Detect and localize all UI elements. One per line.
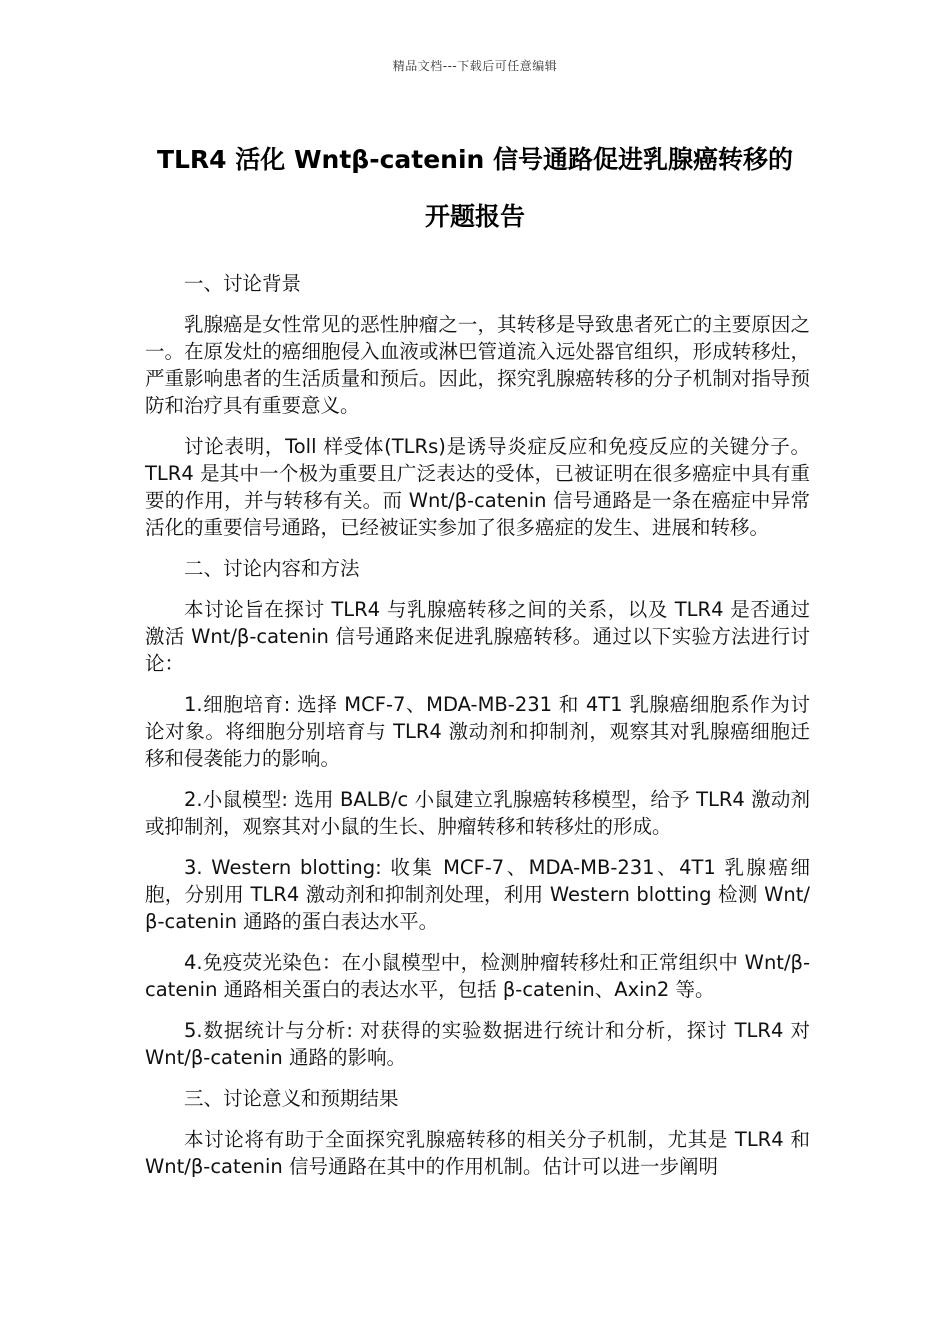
section-heading-significance: 三、讨论意义和预期结果	[184, 1087, 399, 1110]
header-note: 精品文档---下载后可任意编辑	[392, 59, 558, 73]
method-item-immunofluorescence: 4.免疫荧光染色：在小鼠模型中，检测肿瘤转移灶和正常组织中 Wnt/β-catenin 通路相关蛋白的表达水平，包括 β-catenin、Axin2 等。	[145, 951, 810, 1001]
method-item-cell-culture: 1.细胞培育: 选择 MCF-7、MDA-MB-231 和 4T1 乳腺癌细胞系作为讨论对象。将细胞分别培育与 TLR4 激动剂和抑制剂，观察其对乳腺癌细胞迁移和侵袭能力的影响。	[145, 693, 810, 770]
method-item-statistics: 5.数据统计与分析: 对获得的实验数据进行统计和分析，探讨 TLR4 对 Wnt/β-catenin 通路的影响。	[145, 1019, 810, 1069]
paragraph-background-1: 乳腺癌是女性常见的恶性肿瘤之一，其转移是导致患者死亡的主要原因之一。在原发灶的癌细胞侵入血液或淋巴管道流入远处器官组织，形成转移灶，严重影响患者的生活质量和预后。因此，探究乳腺癌转移的分子机制对指导预防和治疗具有重要意义。	[145, 313, 810, 417]
paragraph-background-2: 讨论表明，Toll 样受体(TLRs)是诱导炎症反应和免疫反应的关键分子。TLR4 是其中一个极为重要且广泛表达的受体，已被证明在很多癌症中具有重要的作用，并与转移有关。而 Wnt/β-catenin 信号通路是一条在癌症中异常活化的重要信号通路，已经被证实参加了很多癌症的发生、进展和转移。	[145, 435, 810, 539]
document-body	[145, 270, 810, 1194]
document-title-line-1: TLR4 活化 Wntβ-catenin 信号通路促进乳腺癌转移的	[156, 145, 794, 174]
section-heading-methods: 二、讨论内容和方法	[184, 557, 360, 580]
paragraph-methods-intro: 本讨论旨在探讨 TLR4 与乳腺癌转移之间的关系，以及 TLR4 是否通过激活 Wnt/β-catenin 信号通路来促进乳腺癌转移。通过以下实验方法进行讨论：	[145, 598, 810, 675]
method-item-western-blotting: 3. Western blotting: 收集 MCF-7、MDA-MB-231、4T1 乳腺癌细胞，分别用 TLR4 激动剂和抑制剂处理，利用 Western blotting 检测 Wnt/β-catenin 通路的蛋白表达水平。	[145, 856, 810, 933]
method-item-mouse-model: 2.小鼠模型: 选用 BALB/c 小鼠建立乳腺癌转移模型，给予 TLR4 激动剂或抑制剂，观察其对小鼠的生长、肿瘤转移和转移灶的形成。	[145, 788, 810, 838]
paragraph-significance: 本讨论将有助于全面探究乳腺癌转移的相关分子机制，尤其是 TLR4 和 Wnt/β-catenin 信号通路在其中的作用机制。估计可以进一步阐明	[145, 1128, 810, 1178]
document-title-line-2: 开题报告	[424, 202, 525, 231]
section-heading-background: 一、讨论背景	[184, 272, 302, 295]
